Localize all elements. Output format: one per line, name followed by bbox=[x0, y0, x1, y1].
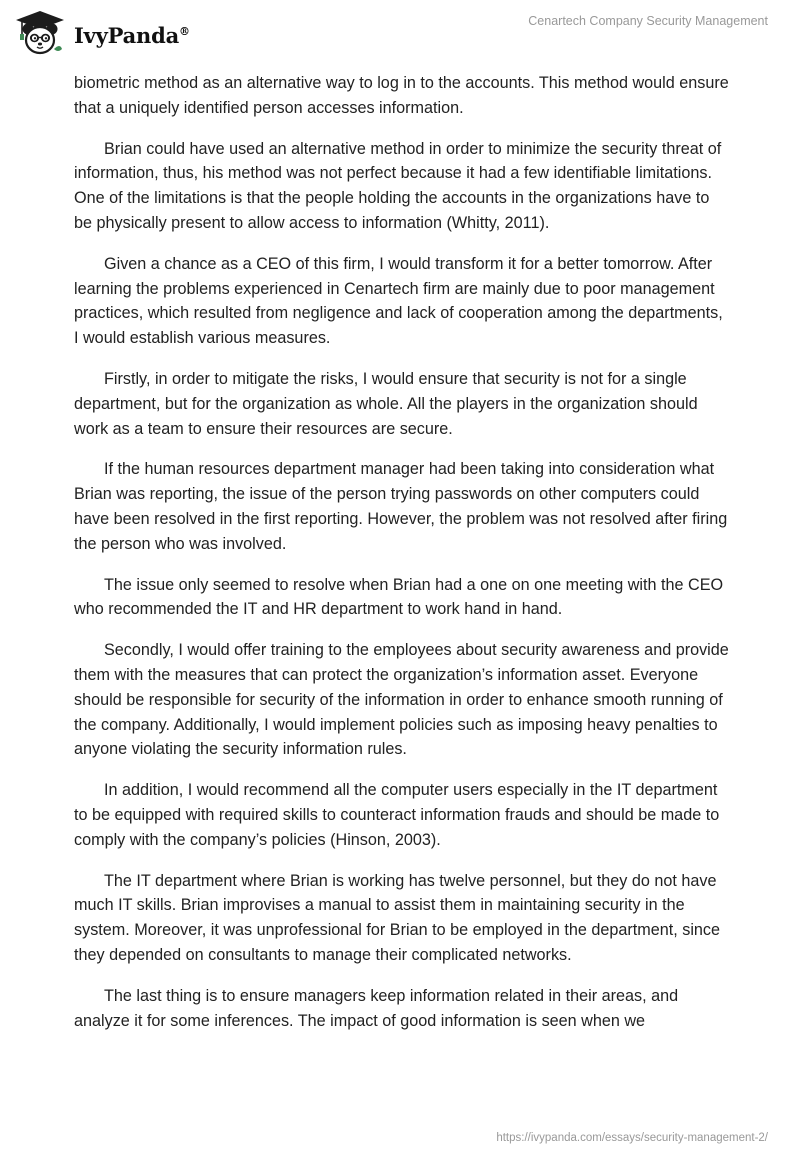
ivypanda-logo[interactable] bbox=[14, 9, 190, 57]
paragraph: The last thing is to ensure managers keep information related in their areas, and analyze it for some inferences. The impact of good information is seen when we bbox=[74, 986, 679, 1030]
paragraph: Firstly, in order to mitigate the risks, I would ensure that security is not for a single department, but for the organization as whole. All the players in the organization should work as a team to ensure their resources are secure. bbox=[74, 369, 698, 438]
page-header bbox=[0, 0, 800, 70]
paragraph: In addition, I would recommend all the computer users especially in the IT department to be equipped with required skills to counteract information frauds and should be made to comply with the company’s policies (Hinson, 2003). bbox=[74, 781, 720, 849]
brand-name: IvyPanda® bbox=[74, 22, 190, 48]
paragraph: Given a chance as a CEO of this firm, I would transform it for a better tomorrow. After learning the problems experienced in Cenartech firm are mainly due to poor management practices, which resulted from negligence and lack of cooperation among the departments, I would establish various measures. bbox=[74, 254, 723, 348]
paragraph: Secondly, I would offer training to the employees about security awareness and provide them with the measures that can protect the organization’s information asset. Everyone should be responsible for security of the information in order to enhance smooth running of the company. Additionally, I would implement policies such as imposing heavy penalties to anyone violating the security information rules. bbox=[74, 641, 729, 759]
paragraph-continuation: biometric method as an alternative way to log in to the accounts. This method would ensure that a uniquely identified person accesses information. bbox=[74, 74, 729, 117]
source-url-link[interactable]: https://ivypanda.com/essays/security-management-2/ bbox=[496, 1132, 768, 1144]
essay-body bbox=[74, 71, 730, 1049]
panda-graduate-icon bbox=[14, 9, 66, 57]
paragraph: The IT department where Brian is working has twelve personnel, but they do not have much IT skills. Brian improvises a manual to assist them in maintaining security in the system. Moreover, it was unprofessional for Brian to be employed in the department, since they depended on consultants to manage their complicated networks. bbox=[74, 871, 721, 964]
registered-mark: ® bbox=[179, 24, 190, 38]
document-title: Cenartech Company Security Management bbox=[528, 14, 768, 28]
paragraph: The issue only seemed to resolve when Brian had a one on one meeting with the CEO who recommended the IT and HR department to work hand in hand. bbox=[74, 575, 724, 619]
paragraph: Brian could have used an alternative method in order to minimize the security threat of information, thus, his method was not perfect because it had a few identifiable limitations. One of the limitations is that the people holding the accounts in the organizations have to be physically present to allow access to information (Whitty, 2011). bbox=[74, 139, 722, 232]
paragraph: If the human resources department manager had been taking into consideration what Brian was reporting, the issue of the person trying passwords on other computers could have been resolved in the first reporting. However, the problem was not resolved after firing the person who was involved. bbox=[74, 460, 728, 553]
